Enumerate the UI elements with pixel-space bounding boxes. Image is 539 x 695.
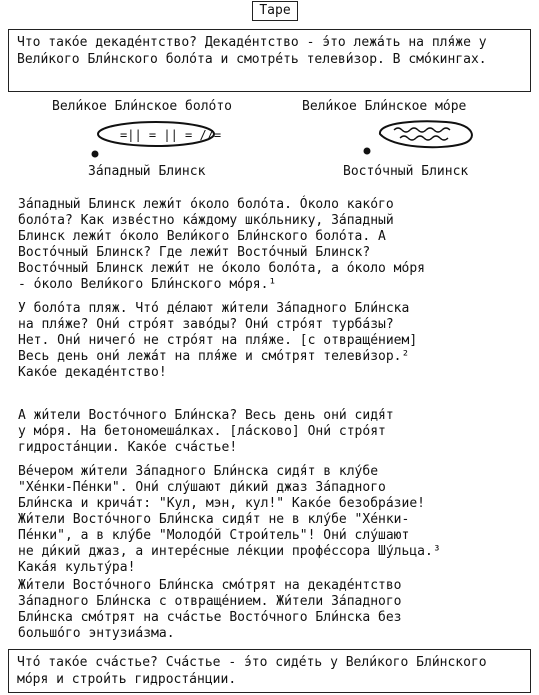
paragraph-5: Жи́тели Востóчного Бли́нска смóтрят на декадéнтство Зáпадного Бли́нска с отвращéнием. Жи́тели Зáпадного Бли́нска смóтрят на счáстье Востóчного Бли́нска без большóго энтузиáзма.	[18, 578, 402, 641]
sea-wave-2	[400, 136, 448, 140]
sea-diagram	[350, 118, 510, 164]
swamp-marks: =|| = || = //=	[120, 128, 222, 142]
question-box-top	[8, 29, 531, 92]
sea-outline	[380, 121, 472, 147]
diagram-left-caption: Зáпадный Блинск	[88, 164, 206, 179]
paragraph-4: Вéчером жи́тели Зáпадного Бли́нска сидя́т в клýбе "Хéнки-Пéнки". Они́ слýшают ди́кий джаз Зáпадного Бли́нска и кричáт: "Кул, мэн, кул!" Какóе безобрáзие! Жи́тели Востóчного Бли́нска сидя́т не в клýбе "Хéнки- Пéнки", а в клýбе "Молодóй Строи́тель"! Они́ слýшают не ди́кий джаз, а интерéсные лéкции профéссора Шýльца.³ Какáя культýра!	[18, 464, 441, 575]
paragraph-3: А жи́тели Востóчного Бли́нска? Весь день они́ сидя́т у мóря. На бетономешáлках. [лáсково] Они́ стрóят гидростáнции. Какóе счáстье!	[18, 408, 394, 455]
diagram-right-caption: Востóчный Блинск	[343, 164, 469, 179]
sea-wave-1	[394, 128, 450, 132]
swamp-diagram	[80, 118, 240, 164]
question-text-bottom: Что́ такóе счáстье? Счáстье - э́то сидéть у Вели́кого Бли́нского мóря и строи́ть гидростáнции.	[17, 655, 487, 687]
east-blinsk-dot	[364, 148, 371, 155]
paragraph-2: У болóта пляж. Что́ дéлают жи́тели Зáпадного Бли́нска на пля́же? Они́ стрóят завóды? Они́ стрóят турбáзы? Нет. Они́ ничегó не стрóят на пля́же. [с отвращéнием] Весь день они́ лежáт на пля́же и смóтрят телеви́зор.² Какóе декадéнтство!	[18, 301, 418, 380]
question-box-bottom	[8, 649, 531, 693]
paragraph-1: Зáпадный Блинск лежи́т óколо болóта. Óколо какóго болóта? Как извéстно кáждому шкóльнику, Зáпадный Блинск лежи́т óколо Вели́кого Бли́нского болóта. А Востóчный Блинск? Где лежи́т Востóчный Блинск? Востóчный Блинск лежи́т не óколо болóта, а óколо мóря - óколо Вели́кого Бли́нского мóря.¹	[18, 197, 425, 292]
west-blinsk-dot	[92, 151, 99, 158]
diagram-left-title: Вели́кое Бли́нское болóто	[52, 99, 233, 114]
diagram-right-title: Вели́кое Бли́нское мóре	[302, 99, 467, 114]
question-text-top: Что такóе декадéнтство? Декадéнтство - э́то лежáть на пля́же у Вели́кого Бли́нского болóта и смотрéть телеви́зор. В смóкингах.	[17, 35, 487, 67]
tape-label: Tape	[252, 1, 298, 21]
